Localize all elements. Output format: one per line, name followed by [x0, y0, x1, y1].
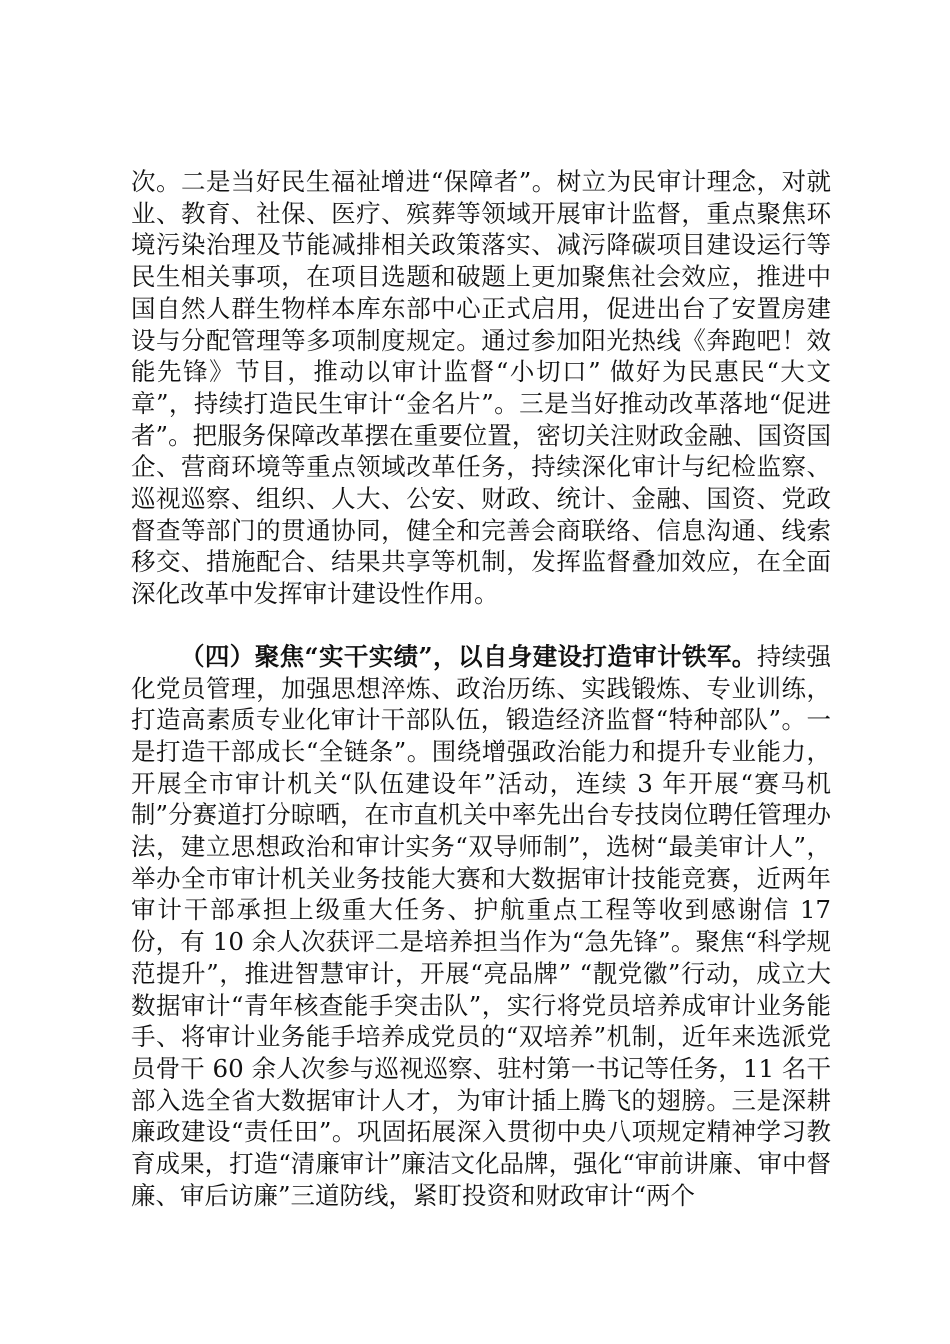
- paragraph-self-building: [131, 641, 831, 1212]
- paragraph-livelihood-and-reform: 次。二是当好民生福祉增进“保障者”。树立为民审计理念，对就业、教育、社保、医疗、殡葬等领域开展审计监督，重点聚焦环境污染治理及节能减排相关政策落实、减污降碳项目建设运行等民生相关事项，在项目选题和破题上更加聚焦社会效应，推进中国自然人群生物样本库东部中心正式启用，促进出台了安置房建设与分配管理等多项制度规定。通过参加阳光热线《奔跑吧！效能先锋》节目，推动以审计监督“小切口” 做好为民惠民“大文章”，持续打造民生审计“金名片”。三是当好推动改革落地“促进者”。把服务保障改革摆在重要位置，密切关注财政金融、国资国企、营商环境等重点领域改革任务，持续深化审计与纪检监察、巡视巡察、组织、人大、公安、财政、统计、金融、国资、党政督查等部门的贯通协同，健全和完善会商联络、信息沟通、线索移交、措施配合、结果共享等机制，发挥监督叠加效应，在全面深化改革中发挥审计建设性作用。: [131, 167, 831, 609]
- section-heading-four: （四）聚焦“实干实绩”，以自身建设打造审计铁军。: [180, 641, 757, 671]
- paragraph-self-building-body: 持续强化党员管理，加强思想淬炼、政治历练、实践锻炼、专业训练，打造高素质专业化审计干部队伍，锻造经济监督“特种部队”。一是打造干部成长“全链条”。围绕增强政治能力和提升专业能力，开展全市审计机关“队伍建设年”活动，连续 3 年开展“赛马机制”分赛道打分晾晒，在市直机关中率先出台专技岗位聘任管理办法，建立思想政治和审计实务“双导师制”，选树“最美审计人”，举办全市审计机关业务技能大赛和大数据审计技能竞赛，近两年审计干部承担上级重大任务、护航重点工程等收到感谢信 17 份，有 10 余人次获评二是培养担当作为“急先锋”。聚焦“科学规范提升”，推进智慧审计，开展“亮品牌” “靓党徽”行动，成立大数据审计“青年核查能手突击队”，实行将党员培养成审计业务能手、将审计业务能手培养成党员的“双培养”机制，近年来选派党员骨干 60 余人次参与巡视巡察、驻村第一书记等任务，11 名干部入选全省大数据审计人才，为审计插上腾飞的翅膀。三是深耕廉政建设“责任田”。巩固拓展深入贯彻中央八项规定精神学习教育成果，打造“清廉审计”廉洁文化品牌，强化“审前讲廉、审中督廉、审后访廉”三道防线，紧盯投资和财政审计“两个: [131, 641, 831, 1210]
- document-body: [131, 166, 831, 1212]
